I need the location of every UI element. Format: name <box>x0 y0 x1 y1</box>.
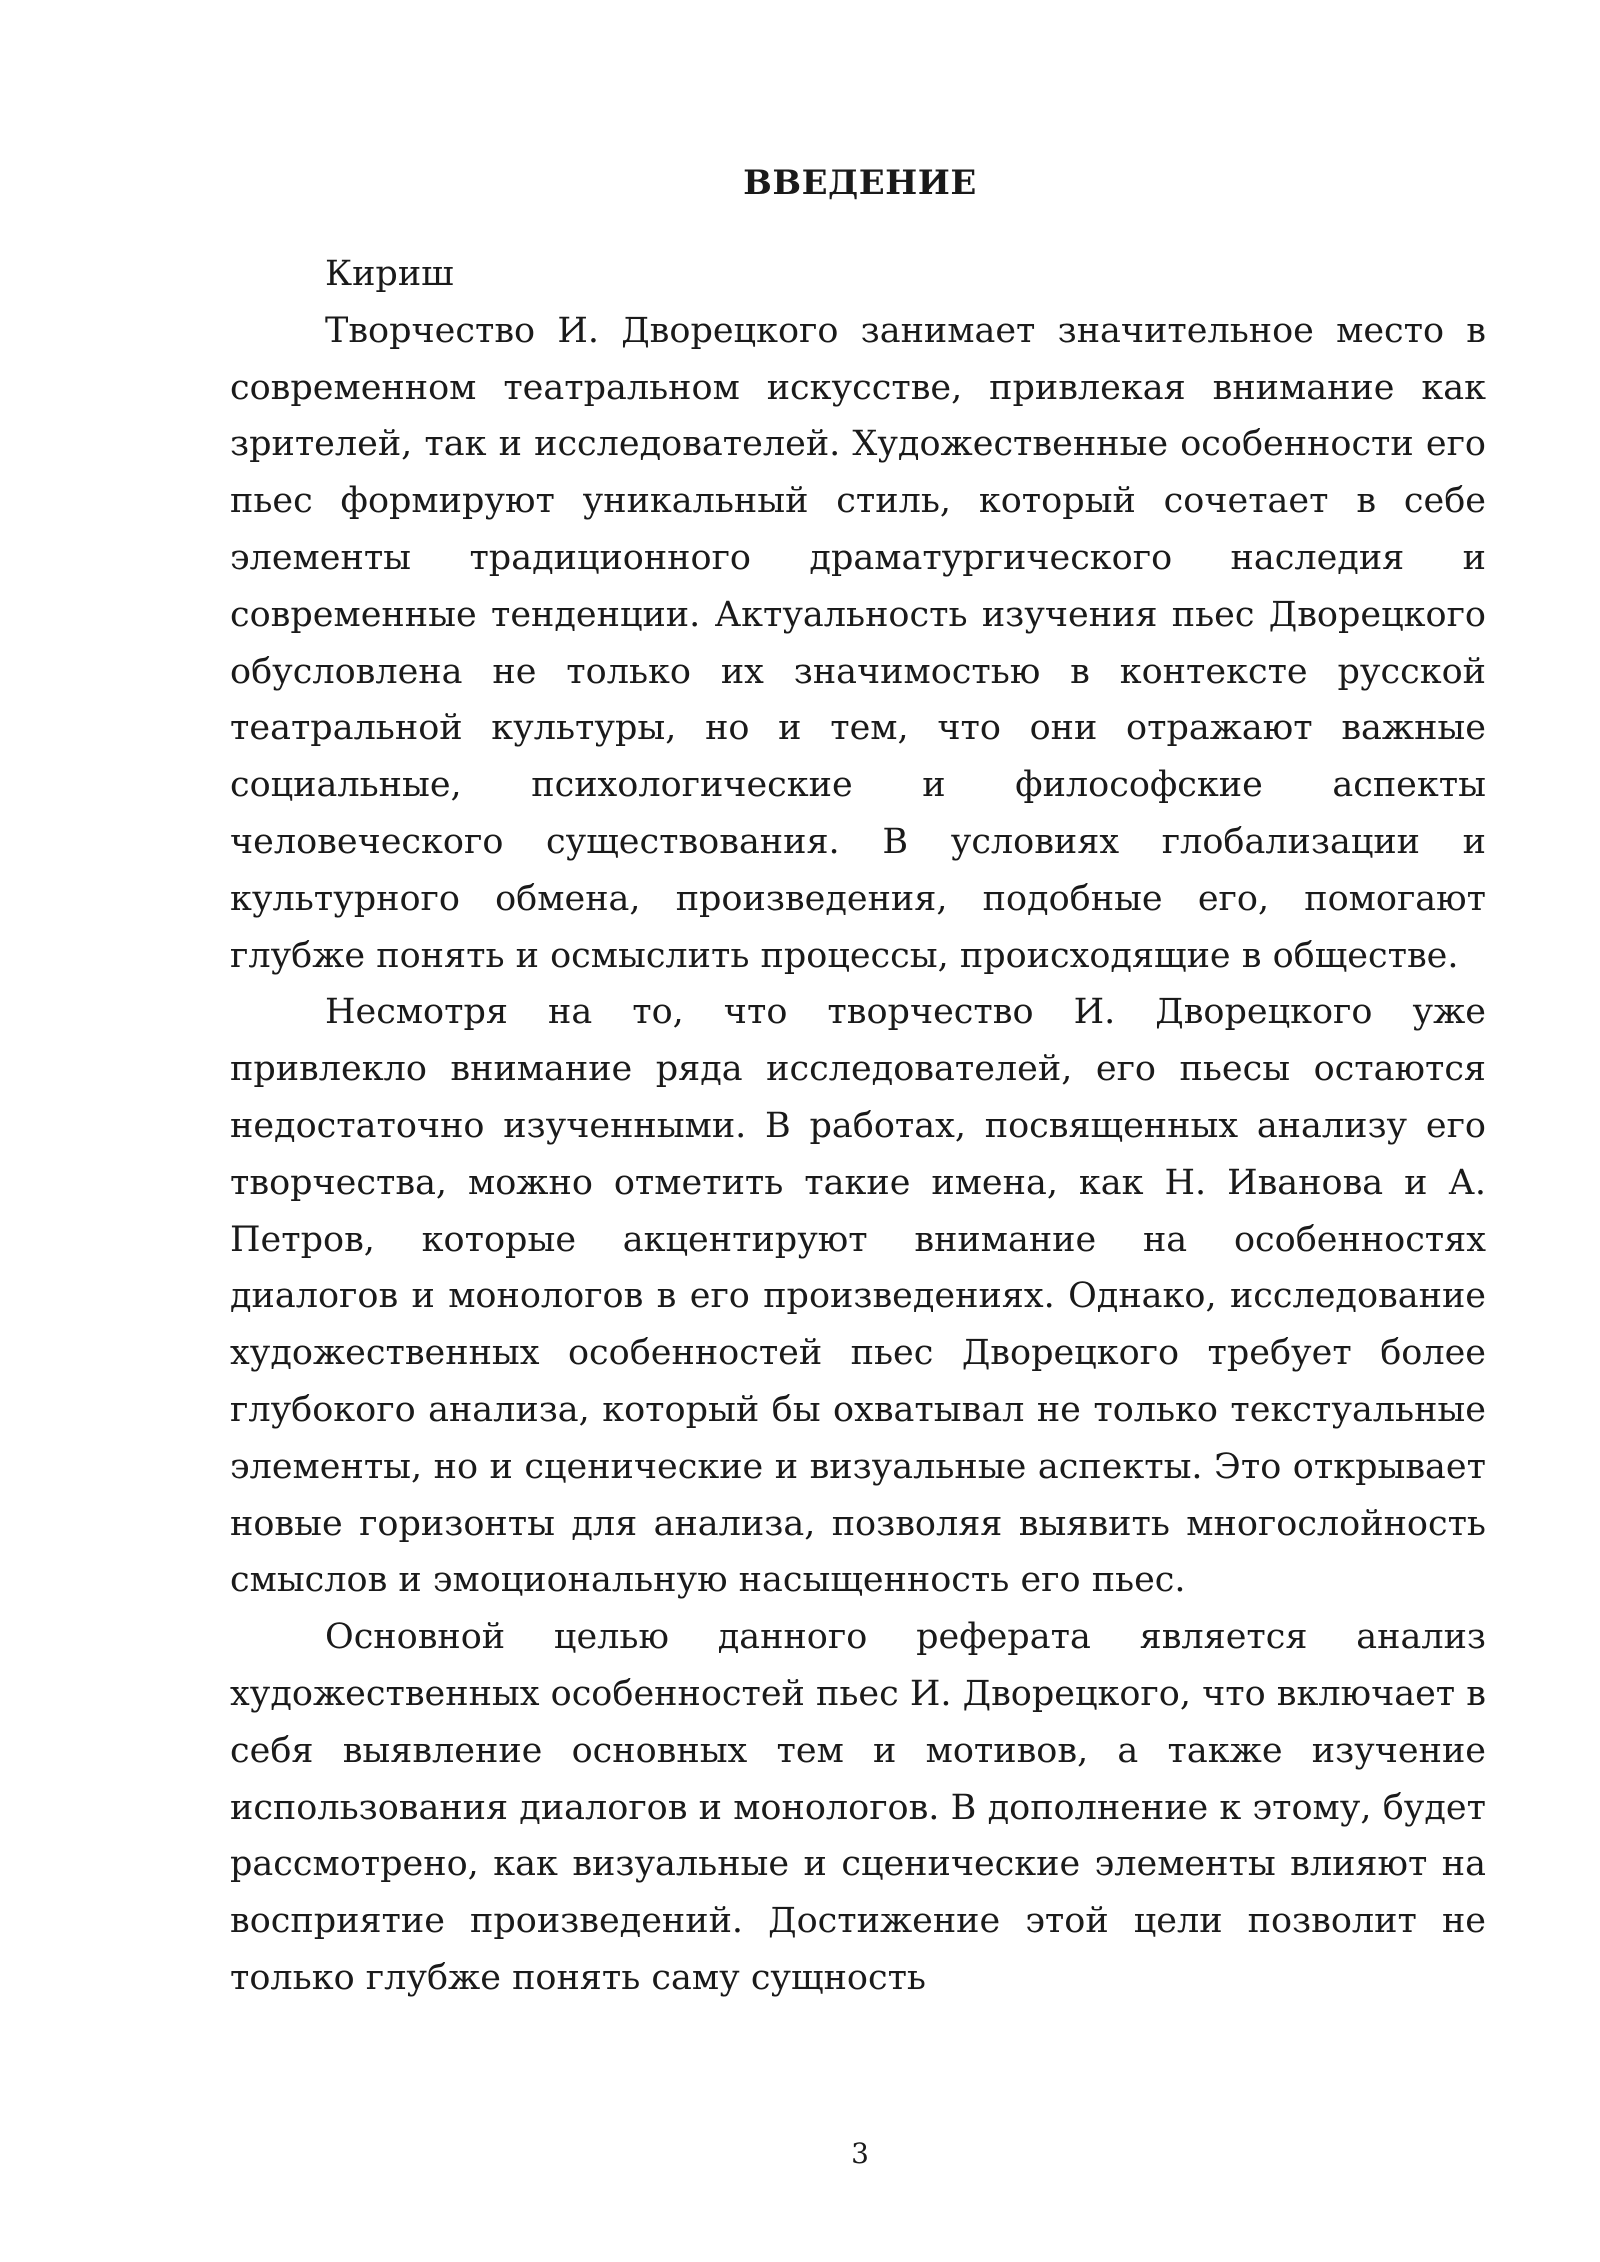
paragraph: Несмотря на то, что творчество И. Дворецкого уже привлекло внимание ряда исследователей, его пьесы остаются недостаточно изученными. В работах, посвященных анализу его творчества, можно отметить такие имена, как Н. Иванова и А. Петров, которые акцентируют внимание на особенностях диалогов и монологов в его произведениях. Однако, исследование художественных особенностей пьес Дворецкого требует более глубокого анализа, который бы охватывал не только текстуальные элементы, но и сценические и визуальные аспекты. Это открывает новые горизонты для анализа, позволяя выявить многослойность смыслов и эмоциональную насыщенность его пьес. <box>230 992 1486 1601</box>
page-number: 3 <box>851 2137 869 2170</box>
paragraph: Основной целью данного реферата является анализ художественных особенностей пьес И. Дворецкого, что включает в себя выявление основных тем и мотивов, а также изучение использования диалогов и монологов. В дополнение к этому, будет рассмотрено, как визуальные и сценические элементы влияют на восприятие произведений. Достижение этой цели позволит не только глубже понять саму сущность <box>230 1617 1486 1998</box>
body-text <box>230 246 1486 2007</box>
paragraph: Творчество И. Дворецкого занимает значительное место в современном театральном искусстве, привлекая внимание как зрителей, так и исследователей. Художественные особенности его пьес формируют уникальный стиль, который сочетает в себе элементы традиционного драматургического наследия и современные тенденции. Актуальность изучения пьес Дворецкого обусловлена не только их значимостью в контексте русской театральной культуры, но и тем, что они отражают важные социальные, психологические и философские аспекты человеческого существования. В условиях глобализации и культурного обмена, произведения, подобные его, помогают глубже понять и осмыслить процессы, происходящие в обществе. <box>230 310 1486 976</box>
paragraph-subtitle: Кириш <box>325 254 454 294</box>
section-heading: ВВЕДЕНИЕ <box>743 163 977 203</box>
